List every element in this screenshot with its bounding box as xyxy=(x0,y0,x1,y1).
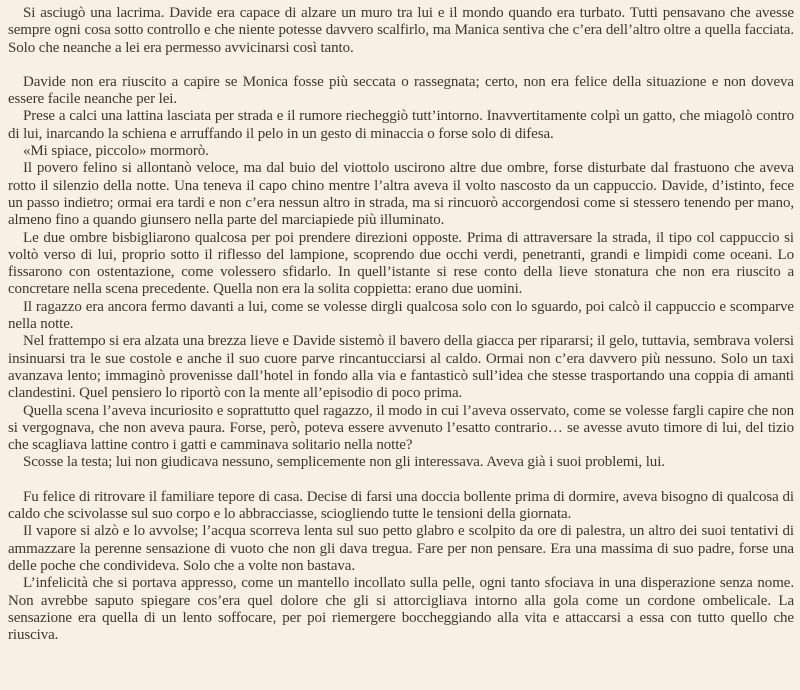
paragraph: Fu felice di ritrovare il familiare tepore di casa. Decise di farsi una doccia bollente prima di dormire, aveva bisogno di qualcosa di caldo che scivolasse sul suo corpo e lo abbracciasse, sciogliendo tutte le tensioni della giornata. xyxy=(8,488,794,523)
paragraph: Il ragazzo era ancora fermo davanti a lui, come se volesse dirgli qualcosa solo con lo sguardo, poi calcò il cappuccio e scomparve nella notte. xyxy=(8,298,794,333)
paragraph: Nel frattempo si era alzata una brezza lieve e Davide sistemò il bavero della giacca per ripararsi; il gelo, tuttavia, sembrava volersi insinuarsi tra le sue costole e anche il suo cuore parve rincantucciarsi al caldo. Ormai non c’era davvero più nessuno. Solo un taxi avanzava lento; immaginò provenisse dall’hotel in fondo alla via e fantasticò sull’idea che stesse trasportando una coppia di amanti clandestini. Quel pensiero lo riportò con la mente all’episodio di poco prima. xyxy=(8,333,794,402)
paragraph: L’infelicità che si portava appresso, come un mantello incollato sulla pelle, ogni tanto sfociava in una disperazione senza nome. Non avrebbe saputo spiegare cos’era quel dolore che gli si attorcigliava intorno alla gola come un cordone ombelicale. La sensazione era quella di un lento soffocare, per poi riemergere boccheggiando alla vita e attaccarsi a essa con tutto quello che riusciva. xyxy=(8,575,794,644)
paragraph: Le due ombre bisbigliarono qualcosa per poi prendere direzioni opposte. Prima di attraversare la strada, il tipo col cappuccio si voltò verso di lui, proprio sotto il riflesso del lampione, scoprendo due occhi verdi, penetranti, grandi e limpidi come oceani. Lo fissarono con ostentazione, come volessero sfidarlo. In quell’istante si rese conto della lieve stonatura che non era riuscito a concretare nella scena precedente. Quella non era la solita coppietta: erano due uomini. xyxy=(8,229,794,298)
paragraph: «Mi spiace, piccolo» mormorò. xyxy=(23,143,209,160)
paragraph: Scosse la testa; lui non giudicava nessuno, semplicemente non gli interessava. Aveva già i suoi problemi, lui. xyxy=(23,454,665,471)
paragraph: Il povero felino si allontanò veloce, ma dal buio del viottolo uscirono altre due ombre, forse disturbate dal frastuono che aveva rotto il silenzio della notte. Una teneva il capo chino mentre l’altra aveva il volto nascosto da un cappuccio. Davide, d’istinto, fece un passo indietro; ormai era tardi e non c’era nessun altro in strada, ma si rincuorò accorgendosi come si stessero tenendo per mano, almeno fino a quando giunsero nella parte del marciapiede più illuminato. xyxy=(8,160,794,229)
paragraph: Davide non era riuscito a capire se Monica fosse più seccata o rassegnata; certo, non era felice della situazione e non doveva essere facile neanche per lei. xyxy=(8,73,794,108)
paragraph: Il vapore si alzò e lo avvolse; l’acqua scorreva lenta sul suo petto glabro e scolpito da ore di palestra, un altro dei suoi tentativi di ammazzare la perenne sensazione di vuoto che non gli dava tregua. Fare per non pensare. Era una massima di suo padre, forse una delle poche che condivideva. Solo che a volte non bastava. xyxy=(8,523,794,574)
paragraph: Quella scena l’aveva incuriosito e soprattutto quel ragazzo, il modo in cui l’aveva osservato, come se volesse fargli capire che non si vergognava, che non aveva paura. Forse, però, poteva essere avvenuto l’esatto contrario… se avesse avuto timore di lui, del tizio che scagliava lattine contro i gatti e camminava solitario nella notte? xyxy=(8,402,794,454)
paragraph: Si asciugò una lacrima. Davide era capace di alzare un muro tra lui e il mondo quando era turbato. Tutti pensavano che avesse sempre ogni cosa sotto controllo e che niente potesse davvero scalfirlo, ma Manica sentiva che c’era dell’altro oltre a quella facciata. Solo che neanche a lei era permesso avvicinarsi così tanto. xyxy=(8,5,794,56)
paragraph: Prese a calci una lattina lasciata per strada e il rumore riecheggiò tutt’intorno. Inavvertitamente colpì un gatto, che miagolò contro di lui, inarcando la schiena e arruffando il pelo in un gesto di minaccia o forse solo di difesa. xyxy=(8,108,794,142)
